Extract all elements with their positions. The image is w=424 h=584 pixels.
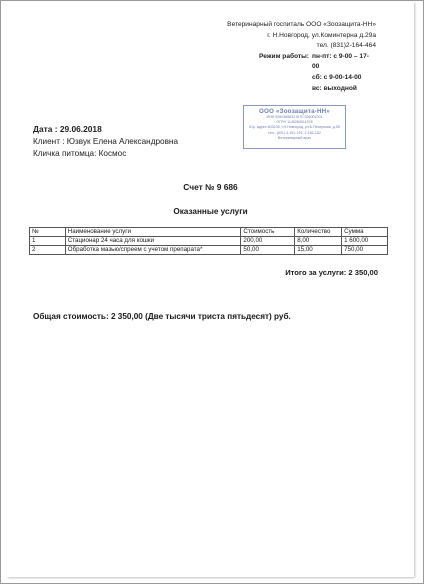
clinic-phone: тел. (831)2-164-464 xyxy=(316,42,376,50)
document-page xyxy=(7,2,414,577)
table-cell: 200,00 xyxy=(241,237,295,246)
table-cell: Обработка мазью/спреем с учетом препарата* xyxy=(65,246,241,255)
hours-saturday-row xyxy=(156,73,376,84)
hours-sunday: вс: выходной xyxy=(312,84,357,92)
header-cell: Наименование услуги xyxy=(65,228,241,237)
client-name: Клиент : Юзвук Елена Александровна xyxy=(33,136,179,146)
hours-weekdays-row xyxy=(156,52,376,73)
total-cost: Общая стоимость: 2 350,00 (Две тысячи триста пятьдесят) руб. xyxy=(33,312,291,321)
header-cell: Стоимость xyxy=(241,228,295,237)
table-row xyxy=(30,237,388,246)
hours-saturday: сб: с 9-00-14-00 xyxy=(312,73,362,81)
hours-weekdays: пн-пт: с 9-00 – 17-00 xyxy=(312,52,369,71)
table-cell: 2 xyxy=(30,246,66,255)
clinic-header xyxy=(156,20,376,94)
table-cell: 50,00 xyxy=(241,246,295,255)
header-cell: № xyxy=(30,228,66,237)
services-title: Оказанные услуги xyxy=(173,207,248,216)
client-info xyxy=(33,123,178,161)
invoice-title: Счет № 9 686 xyxy=(183,182,238,192)
services-table xyxy=(29,227,388,255)
pet-name: Кличка питомца: Космос xyxy=(33,149,127,159)
table-header-row xyxy=(30,228,388,237)
table-row xyxy=(30,246,388,255)
total-services: Итого за услуги: 2 350,00 xyxy=(285,268,378,277)
hours-label: Режим работы: xyxy=(259,52,309,60)
clinic-address: г. Н.Новгород, ул.Коминтерна д.29а xyxy=(267,31,376,39)
header-cell: Количество xyxy=(295,228,342,237)
table-cell: 1 600,00 xyxy=(342,237,388,246)
table-cell: 1 xyxy=(30,237,66,246)
invoice-date: Дата : 29.06.2018 xyxy=(33,124,102,134)
company-stamp: ООО «Зоозащита-НН» ИНН 5260389632 КПП 526001001 ОГРН 1145260011578 Юр. адрес 603105, г.Н.Новгород, ул.Б.Печерская, д.55 тел.: (831) 4-191-191, 2-182-182 Ветеринарный врач xyxy=(243,105,346,149)
table-cell: 15,00 xyxy=(295,246,342,255)
header-cell: Сумма xyxy=(342,228,388,237)
table-cell: Стационар 24 часа для кошки xyxy=(65,237,241,246)
table-cell: 8,00 xyxy=(295,237,342,246)
table-cell: 750,00 xyxy=(342,246,388,255)
clinic-name: Ветеринарный госпиталь ООО «Зоозащита-НН» xyxy=(227,21,376,28)
hours-sunday-row xyxy=(156,84,376,95)
